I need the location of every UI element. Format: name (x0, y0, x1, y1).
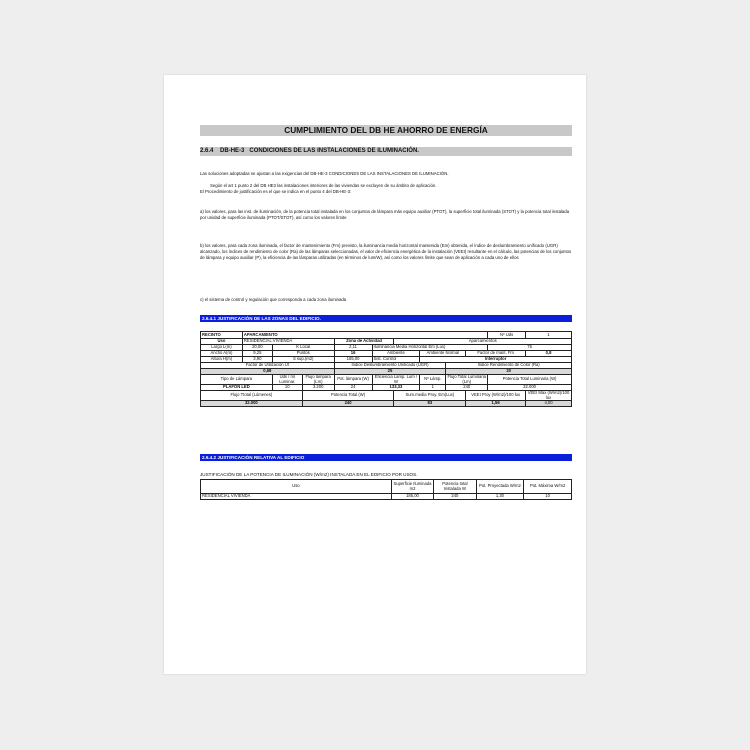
ilum-label: Iluminancia Media Horizontal Em (Lux) (372, 345, 488, 351)
paragraph-3: El Procedimiento de justificación es el que se indica en el punto 4 del DB-HE-3: (200, 189, 352, 194)
recinto-label: RECINTO (201, 332, 243, 339)
uds-value: 10 (272, 385, 302, 391)
paragraph-b: b) los valores, para cada zona iluminada, el factor de mantenimiento (Fm) previsto, la iluminancia media horizontal mantenida (Em) obtenida, el índice de deslumbramiento unificado (UGR) alcanzado, los índices de rendimiento de color (Ra) de las lámparas seleccionadas, el valor de eficiencia energética de la instalación (VEEI) resultante en el cálculo, las potencias de los conjuntos de lámpara y equipo auxiliar (P), la eficiencia de las lámparas utilizadas (en términos de lum/W), así como los valores límite que sean de aplicación a cada uno de ellos (200, 243, 572, 260)
section-number: 2.6.4 (200, 148, 214, 154)
flujo-value: 3.200 (302, 385, 334, 391)
pott-value: 240 (302, 401, 394, 407)
ilum-value: 75 (488, 345, 572, 351)
veei-value: 1,56 (466, 401, 526, 407)
uds-label: Uds / ml Luminar. (272, 375, 302, 385)
nlamp-value: 1 (420, 385, 446, 391)
flujo-label: Flujo lámpara (Lm) (302, 375, 334, 385)
section-heading (200, 147, 419, 156)
building-h-sup: Superficie Iluminada m2 (391, 480, 433, 494)
uso-label: Uso (201, 339, 243, 345)
ptotal-value: 32.000 (488, 385, 572, 391)
summ-label: Sum.media Proy. Em(Lux) (394, 391, 466, 401)
puntos-label: Puntos (272, 351, 334, 357)
flujot-value: 32.000 (201, 401, 303, 407)
building-h-uso: Uso (201, 480, 392, 494)
zona-label: Zona de Actividad (334, 339, 394, 345)
page-title: CUMPLIMIENTO DEL DB HE AHORRO DE ENERGÍA (284, 125, 488, 135)
section-1-bar: 2.6.4.1 JUSTIFICACIÓN DE LAS ZONAS DEL EDIFICIO. (200, 315, 572, 322)
building-max: 10 (524, 494, 572, 500)
klocal-label: K Local (272, 345, 334, 351)
ugr-value: 25 (334, 369, 446, 375)
ugr-label: Indice Deslumbramiento Unificado (UGR) (334, 363, 446, 369)
fu-label: Factor de Utilización Uf (201, 363, 335, 369)
building-sup: 185,00 (391, 494, 433, 500)
building-h-pot: Potencia total Instalada W (434, 480, 476, 494)
sup-label: S sup.(m2) (272, 357, 334, 363)
building-pot: 240 (434, 494, 476, 500)
fm-label: Factor de mant. Fm (466, 351, 526, 357)
sup-value: 185,00 (334, 357, 372, 363)
largo-value: 20,00 (242, 345, 272, 351)
section-label: CONDICIONES DE LAS INSTALACIONES DE ILUMINACIÓN. (249, 148, 419, 154)
recinto-value: APARCAMIENTO (242, 332, 487, 339)
tipo-label: Tipo de Lámpara (201, 375, 273, 385)
ambiente-label: Ambiente (372, 351, 420, 357)
ptotal-label: Potencia Total Luminaria (W) (488, 375, 572, 385)
veei-label: VEEI Proy (W/m2)/100 lux (466, 391, 526, 401)
summ-value: 83 (394, 401, 466, 407)
altura-label: Altura H(m) (201, 357, 243, 363)
ftotal-value: 240 (446, 385, 488, 391)
paragraph-c: c) el sistema de control y regulación que corresponda a cada zona iluminada (200, 297, 347, 302)
zone-table (200, 331, 572, 407)
building-caption: JUSTIFICACIÓN DE LA POTENCIA DE ILUMINACIÓN (W/m2) INSTALADA EN EL EDIFICIO POR USOS. (200, 472, 418, 477)
ra-value: 20 (446, 369, 572, 375)
building-proy: 1,30 (476, 494, 524, 500)
nlamp-label: Nº Lámp. (420, 375, 446, 385)
pot-label: Pot. lámpara (W) (334, 375, 372, 385)
fu-value: 0,68 (201, 369, 335, 375)
klocal-value: 2,11 (334, 345, 372, 351)
nro-value: 1 (526, 332, 572, 339)
uso-value: RESIDENCIAL VIVIENDA (242, 339, 334, 345)
paragraph-1: Las soluciones adoptadas se ajustan a las exigencias del DB-HE-3 CONDICIONES DE LAS INSTALACIONES DE ILUMINACIÓN. (200, 171, 449, 176)
tipo-value: PLAFON LED (201, 385, 273, 391)
efic-value: 133,33 (372, 385, 420, 391)
paragraph-a: a) los valores, para las inst. de iluminación, de la potencia total instalada en los conjuntos de lámpara más equipo auxiliar (PTOT), la superficie total iluminada (STOT) y la potencia total instalada por unidad de superficie iluminada (PTOT/STOT), así como los valores límite (200, 209, 570, 220)
pot-value: 24 (334, 385, 372, 391)
building-uso: RESIDENCIAL VIVIENDA (201, 494, 392, 500)
puntos-value: 16 (334, 351, 372, 357)
ambiente-value: Ambiente Normal (420, 351, 466, 357)
nro-label: Nº Uds (488, 332, 526, 339)
ancho-label: Ancho A(m) (201, 351, 243, 357)
flujot-label: Flujo Ttotal (Lúmenes) (201, 391, 303, 401)
veeimax-value: 4,00 (526, 401, 572, 407)
ftotal-label: Flujo Total Luminaria (Lm) (447, 374, 487, 384)
section-2-bar: 2.6.4.2 JUSTIFICACIÓN RELATIVA AL EDIFICIO (200, 454, 572, 461)
altura-value: 3,90 (242, 357, 272, 363)
document-page (164, 75, 586, 674)
veeimax-label: VEEI Max (W/m2)/100 lux (526, 391, 572, 401)
building-h-max: Pot. Máxima W/m2 (524, 480, 572, 494)
section-code: DB-HE-3 (220, 148, 245, 154)
building-h-proy: Pot. Proyectada W/m2 (476, 480, 524, 494)
fm-value: 0,8 (526, 351, 572, 357)
ra-label: Indice Rendimiento de Color (Ra) (446, 363, 572, 369)
building-table (200, 479, 572, 500)
zona-value: Aparcamientos (394, 339, 572, 345)
largo-label: Largo L(m) (201, 345, 243, 351)
paragraph-2: Según el art 1 punto 2 del DB HE3 las instalaciones interiores de las viviendas se excluyen de su ámbito de aplicación. (210, 183, 437, 188)
control-label: Sist. Control (372, 357, 420, 363)
pott-label: Potencia Total (W) (302, 391, 394, 401)
control-value: Interruptor (420, 357, 572, 363)
efic-label: Eficiencia Lamp. Lum / W (372, 375, 420, 385)
ancho-value: 9,25 (242, 351, 272, 357)
